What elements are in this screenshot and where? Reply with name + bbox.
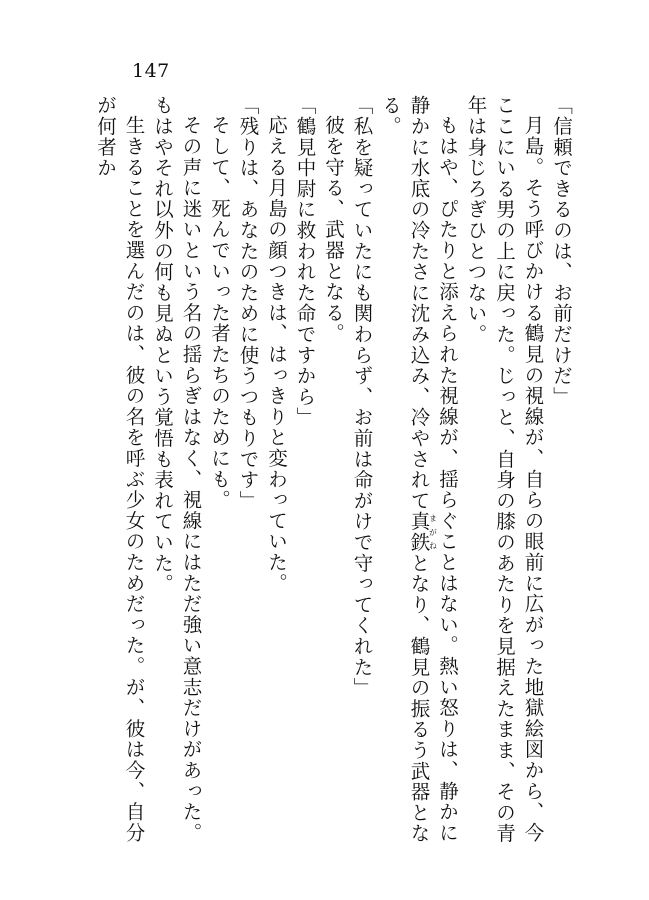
paragraph-11: 生きることを選んだのは、彼の名を呼ぶ少女のためだった。が、彼は今、自分が何者か bbox=[94, 95, 146, 843]
page-number: 147 bbox=[132, 60, 170, 82]
paragraph-7: 応える月島の顔つきは、はっきりと変わっていた。 bbox=[265, 114, 288, 593]
paragraph-10: その声に迷いという名の揺らぎはなく、視線にはただ強い意志だけがあった。もはやそれ以外の何も見ぬという覚悟も表れていた。 bbox=[151, 95, 203, 843]
paragraph-6: 「鶴見中尉に救われた命ですから」 bbox=[293, 95, 317, 428]
paragraph-3-part-1: もはや、ぴたりと添えられた視線が、揺らぐことはない。熱い怒りは、静かに静かに水底の冷たさに沈み込み、冷やされて bbox=[407, 95, 459, 843]
paragraph-8: 「残りは、あなたのために使うつもりです」 bbox=[236, 95, 260, 511]
paragraph-2: 月島。そう呼びかける鶴見の視線が、自らの眼前に広がった地獄絵図から、今ここにいる男の上に戻った。じっと、自身の膝のあたりを見据えたまま、その青年は身じろぎひとつない。 bbox=[464, 95, 545, 844]
paragraph-1: 「信頼できるのは、お前だけだ」 bbox=[550, 95, 573, 407]
paragraph-4: 「私を疑っていたにも関わらず、お前は命がけで守ってくれた」 bbox=[350, 95, 374, 699]
ruby-base: 真鉄 bbox=[407, 511, 431, 553]
ruby-reading: まがね bbox=[428, 511, 438, 553]
paragraph-3 bbox=[376, 95, 462, 855]
paragraph-5: 彼を守る、武器となる。 bbox=[322, 114, 345, 344]
novel-text-body bbox=[94, 95, 575, 855]
ruby-word bbox=[407, 511, 438, 553]
paragraph-9: そして、死んでいった者たちのためにも。 bbox=[208, 114, 231, 510]
paragraph-3-part-2: となり、鶴見の振るう武器となる。 bbox=[379, 95, 431, 844]
